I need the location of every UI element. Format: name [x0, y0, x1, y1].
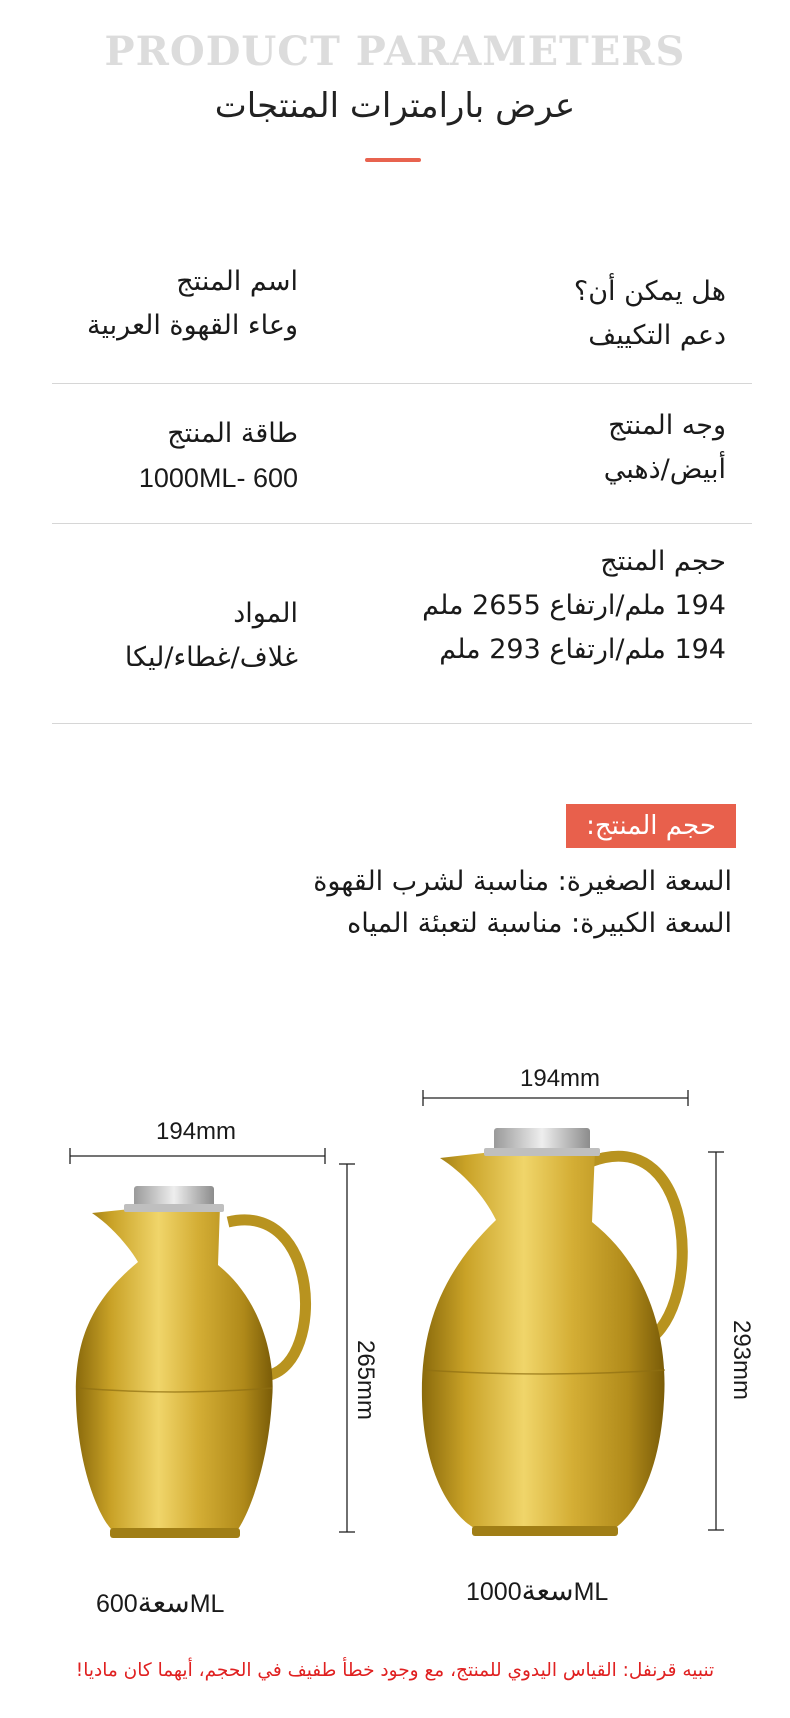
small-capacity-use: السعة الصغيرة: مناسبة لشرب القهوة [313, 866, 732, 897]
param-label: هل يمكن أن؟ [573, 276, 726, 307]
jug-lid-rim [484, 1148, 600, 1156]
small-capacity-caption [96, 1586, 224, 1619]
large-height-label: 293mm [728, 1319, 755, 1401]
param-label: حجم المنتج [600, 546, 726, 577]
small-width-label: 194mm [156, 1118, 237, 1145]
title-arabic: عرض بارامترات المنتجات [214, 86, 576, 126]
jug-base [472, 1526, 618, 1536]
param-label: طاقة المنتج [167, 418, 298, 449]
large-capacity-use: السعة الكبيرة: مناسبة لتعبئة المياه [347, 908, 732, 939]
large-jug [422, 1128, 682, 1536]
large-capacity-caption [466, 1574, 608, 1607]
capacity-word: سعة [521, 1574, 574, 1607]
jug-body [422, 1150, 665, 1530]
param-value: غلاف/غطاء/ليكا [124, 642, 298, 673]
param-value: 194 ملم/ارتفاع 2655 ملم [422, 590, 726, 621]
measurement-note: تنبيه قرنفل: القياس اليدوي للمنتج، مع وجود خطأ طفيف في الحجم، أيهما كان ماديا! [75, 1660, 715, 1681]
param-value-2: 194 ملم/ارتفاع 293 ملم [439, 634, 726, 665]
small-width-dimension [70, 1148, 325, 1164]
param-value: وعاء القهوة العربية [87, 310, 298, 341]
capacity-number: 1000ML [466, 1578, 609, 1606]
capacity-word: سعة [137, 1586, 190, 1619]
small-height-label: 265mm [352, 1339, 379, 1421]
capacity-number: 600ML [96, 1590, 225, 1618]
small-jug [76, 1186, 306, 1538]
large-width-label: 194mm [520, 1065, 601, 1092]
param-value: دعم التكييف [588, 320, 726, 351]
size-badge: حجم المنتج: [566, 804, 736, 848]
param-value: أبيض/ذهبي [603, 454, 726, 485]
param-label: اسم المنتج [176, 266, 298, 297]
param-label: وجه المنتج [608, 410, 726, 441]
jug-base [110, 1528, 240, 1538]
param-value: 1000ML- 600 [138, 463, 298, 493]
title-english: PRODUCT PARAMETERS [104, 28, 686, 75]
large-height-dimension [708, 1152, 724, 1530]
param-label: المواد [233, 598, 298, 629]
jug-lid-rim [124, 1204, 224, 1212]
jug-body [76, 1206, 273, 1532]
